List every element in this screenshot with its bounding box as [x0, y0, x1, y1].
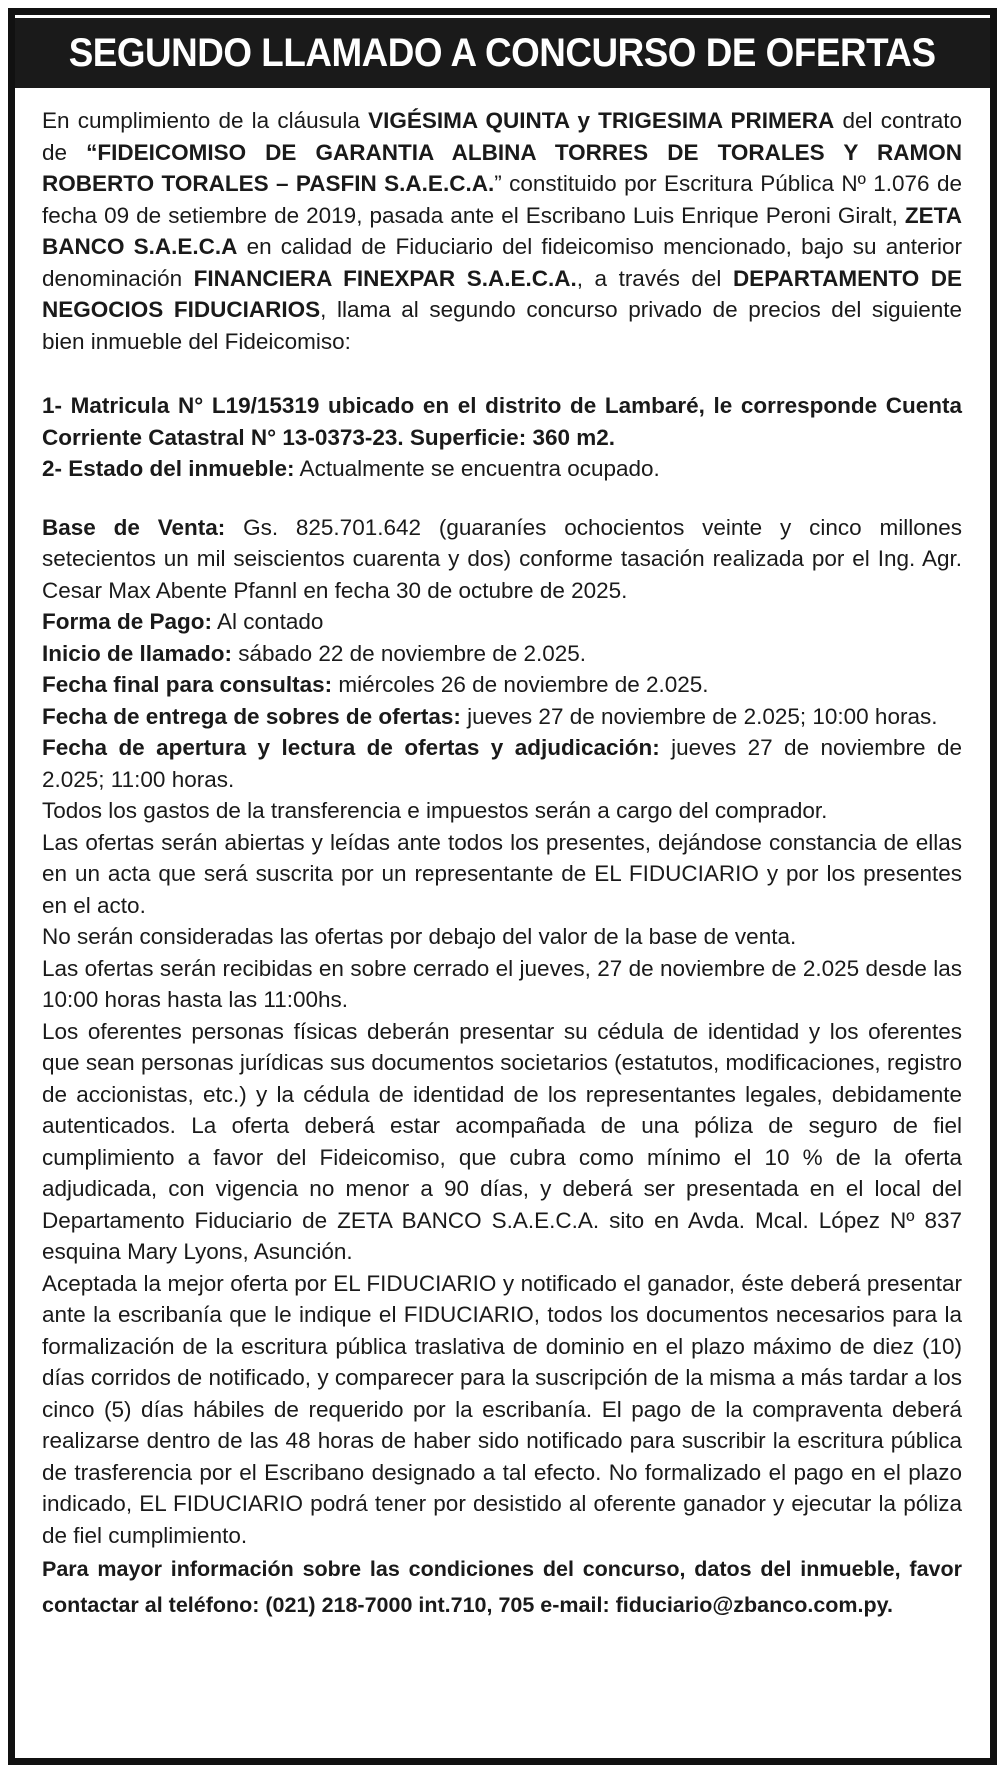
base-de-venta — [42, 512, 962, 607]
paragraph-aceptada: Aceptada la mejor oferta por EL FIDUCIARIO y notificado el ganador, éste deberá presentar ante la escribanía que le indique el FIDUCIARIO, todos los documentos necesarios para la formalización de la escritura pública traslativa de dominio en el plazo máximo de diez (10) días corridos de notificado, y comparecer para la suscripción de la misma a más tardar a los cinco (5) días hábiles de requerido por la escribanía. El pago de la compraventa deberá realizarse dentro de las 48 horas de haber sido notificado para suscribir la escritura pública de trasferencia por el Escribano designado a tal efecto. No formalizado el pago en el plazo indicado, EL FIDUCIARIO podrá tener por desistido al oferente ganador y ejecutar la póliza de fiel cumplimiento. — [42, 1270, 962, 1548]
notice-frame — [8, 8, 997, 1765]
forma-label: Forma de Pago: — [42, 609, 213, 634]
property-item-1 — [42, 390, 962, 453]
page-title: SEGUNDO LLAMADO A CONCURSO DE OFERTAS — [69, 30, 936, 75]
intro-text-6: , llama al segundo concurso privado de precios del siguiente bien inmueble del Fideicomiso: — [42, 297, 962, 354]
paragraph-gastos: Todos los gastos de la transferencia e impuestos serán a cargo del comprador. — [42, 798, 828, 823]
fecha-apertura — [42, 732, 962, 795]
title-banner — [15, 15, 990, 88]
intro-text-1: En cumplimiento de la cláusula — [42, 108, 369, 133]
intro-text-4: en calidad de Fiduciario del fideicomiso mencionado, bajo su anterior denominación — [42, 234, 963, 291]
apertura-label: Fecha de apertura y lectura de ofertas y adjudicación: — [42, 735, 660, 760]
intro-bold-clauses: VIGÉSIMA QUINTA y TRIGESIMA PRIMERA — [368, 108, 835, 133]
intro-bold-trust-name: “FIDEICOMISO DE GARANTIA ALBINA TORRES DE TORALES Y RAMON ROBERTO TORALES – PASFIN S.A.E.C.A. — [42, 139, 962, 196]
intro-text-2: del contrato de — [42, 108, 962, 165]
paragraph-recibidas: Las ofertas serán recibidas en sobre cerrado el jueves, 27 de noviembre de 2.025 desde las 10:00 horas hasta las 11:00hs. — [42, 955, 962, 1012]
fecha-consultas — [42, 669, 962, 701]
intro-text-3: ” constituido por Escritura Pública Nº 1.076 de fecha 09 de setiembre de 2019, pasada ante el Escribano Luis Enrique Peroni Giralt, — [42, 171, 963, 228]
inicio-value: sábado 22 de noviembre de 2.025. — [232, 640, 587, 666]
property-item-2-value: Actualmente se encuentra ocupado. — [294, 456, 660, 481]
base-value: Gs. 825.701.642 (guaraníes ochocientos veinte y cinco millones setecientos un mil seiscientos cuarenta y dos) conforme tasación realizada por el Ing. Agr. Cesar Max Abente Pfannl en fecha 30 de octubre de 2025. — [42, 514, 962, 603]
fecha-entrega — [42, 701, 962, 733]
contact-footer: Para mayor información sobre las condiciones del concurso, datos del inmueble, favor contactar al teléfono: (021) 218-7000 int.710, 705 e-mail: fiduciario@zbanco.com.py. — [42, 1557, 962, 1617]
paragraph-abiertas: Las ofertas serán abiertas y leídas ante todos los presentes, dejándose constancia de ellas en un acta que será suscrita por un representante de EL FIDUCIARIO y por los presentes en el acto. — [42, 829, 962, 918]
consultas-value: miércoles 26 de noviembre de 2.025. — [332, 672, 709, 697]
entrega-value: jueves 27 de noviembre de 2.025; 10:00 horas. — [460, 703, 938, 729]
forma-de-pago — [42, 606, 962, 638]
forma-value: Al contado — [212, 609, 324, 634]
intro-bold-former-name: FINANCIERA FINEXPAR S.A.E.C.A. — [193, 265, 577, 291]
intro-bold-department: DEPARTAMENTO DE NEGOCIOS FIDUCIARIOS — [42, 265, 962, 322]
apertura-value: jueves 27 de noviembre de 2.025; 11:00 horas. — [42, 735, 962, 792]
paragraph-oferentes: Los oferentes personas físicas deberán presentar su cédula de identidad y los oferentes que sean personas jurídicas sus documentos societarios (estatutos, modificaciones, registro de accionistas, etc.) y la cédula de identidad de los representantes legales, debidamente autenticados. La oferta deberá estar acompañada de una póliza de seguro de fiel cumplimiento a favor del Fideicomiso, que cubra como mínimo el 10 % de la oferta adjudicada, con vigencia no menor a 90 días, y deberá ser presentada en el local del Departamento Fiduciario de ZETA BANCO S.A.E.C.A. sito en Avda. Mcal. López Nº 837 esquina Mary Lyons, Asunción. — [42, 1018, 962, 1264]
intro-paragraph — [42, 105, 962, 357]
notice-body — [42, 105, 962, 1623]
property-item-2-label: 2- Estado del inmueble: — [42, 456, 295, 481]
inicio-de-llamado — [42, 638, 962, 670]
intro-bold-bank: ZETA BANCO S.A.E.C.A — [42, 202, 962, 259]
entrega-label: Fecha de entrega de sobres de ofertas: — [42, 703, 461, 729]
paragraph-no-consideradas: No serán consideradas las ofertas por debajo del valor de la base de venta. — [42, 924, 797, 949]
inicio-label: Inicio de llamado: — [42, 640, 233, 666]
consultas-label: Fecha final para consultas: — [42, 672, 333, 697]
base-label: Base de Venta: — [42, 514, 226, 540]
property-item-1-text: 1- Matricula N° L19/15319 ubicado en el distrito de Lambaré, le corresponde Cuenta Corriente Catastral N° 13-0373-23. Superficie: 360 m2. — [42, 393, 962, 450]
property-item-2 — [42, 453, 962, 485]
intro-text-5: , a través del — [576, 265, 733, 291]
